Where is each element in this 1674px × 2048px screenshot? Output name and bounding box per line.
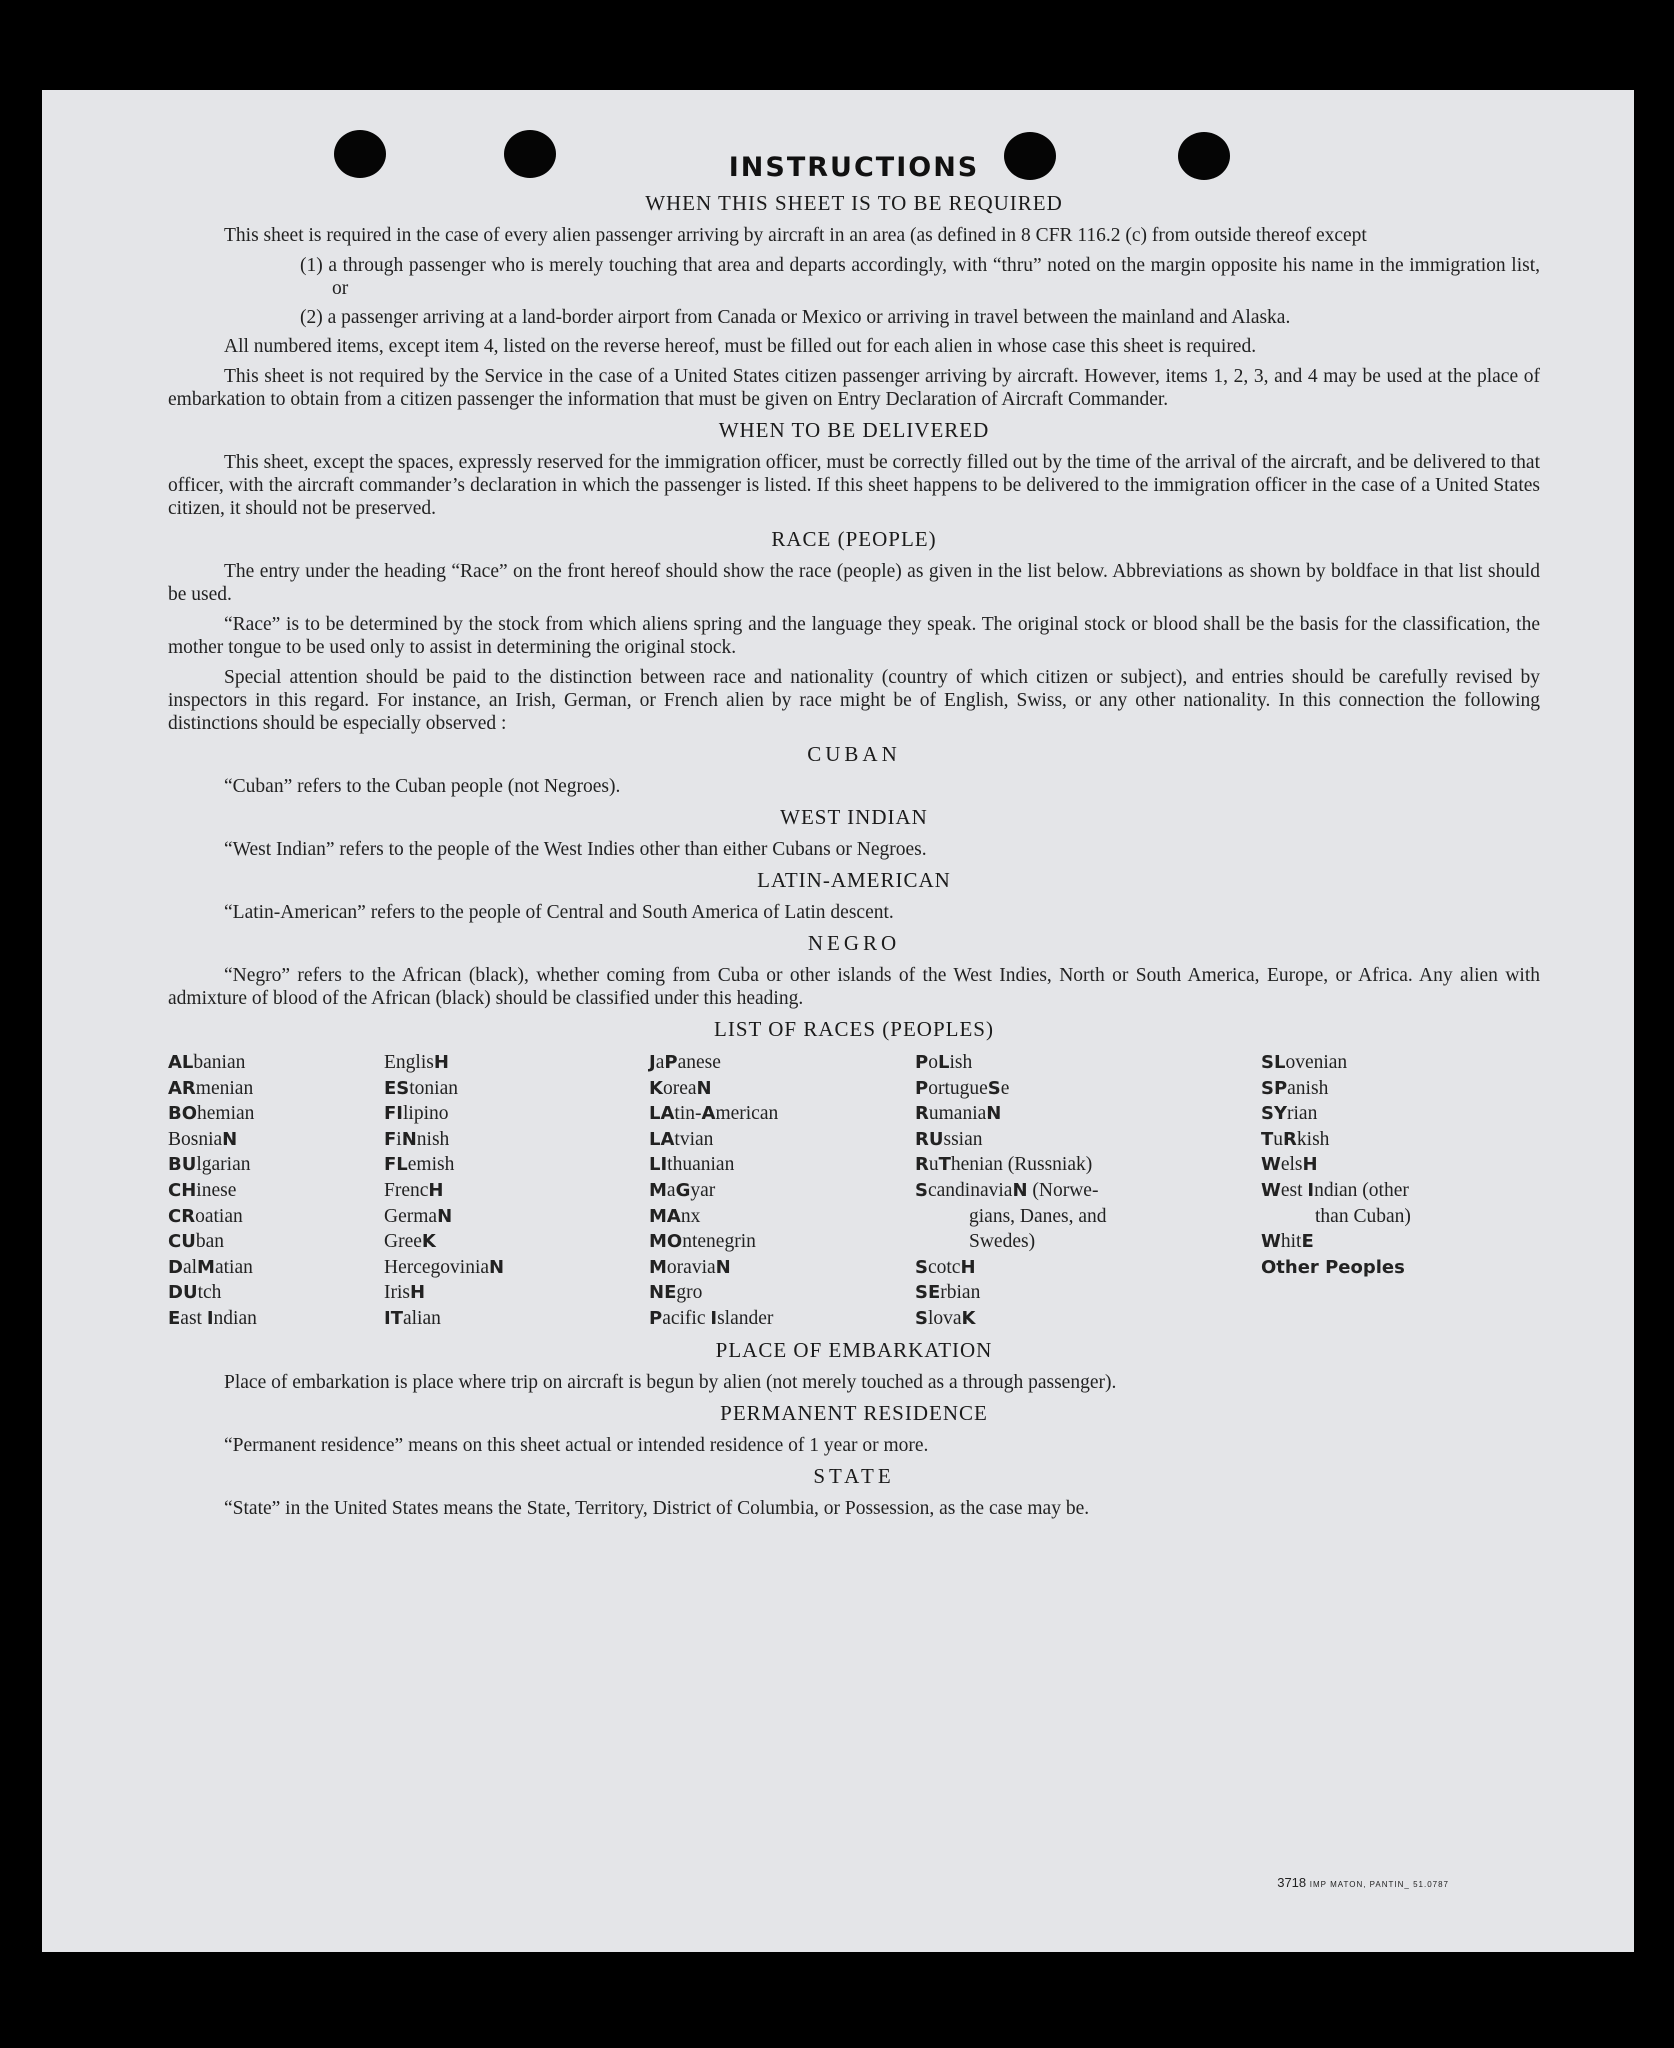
definition-west-indian: “West Indian” refers to the people of the West Indies other than either Cubans or Negroes. (224, 839, 927, 860)
race-abbrev: SL (1261, 1052, 1286, 1073)
race-entry (1261, 1127, 1521, 1153)
races-list (168, 1050, 1540, 1332)
form-number: 3718 (1277, 1875, 1307, 1890)
race-abbrev: RU (915, 1128, 944, 1150)
paragraph: The entry under the heading “Race” on the front hereof should show the race (people) as given in the list below. Abbreviations as shown by boldface in that list should be used. (168, 561, 1540, 605)
section-heading-delivered: WHEN TO BE DELIVERED (718, 418, 990, 442)
race-abbrev: IT (384, 1307, 403, 1329)
instruction-sheet (42, 90, 1634, 1952)
race-abbrev: SE (915, 1282, 941, 1304)
race-text: Germa (384, 1205, 438, 1227)
race-entry (915, 1101, 1261, 1127)
race-entry (1261, 1229, 1521, 1255)
race-abbrev: I (206, 1307, 214, 1329)
race-abbrev: N (489, 1256, 505, 1278)
race-abbrev: P (649, 1307, 663, 1329)
race-text: hemian (197, 1103, 255, 1125)
race-text: thuanian (667, 1154, 735, 1176)
race-text: tch (197, 1282, 222, 1304)
race-text: gians, Danes, and (969, 1205, 1107, 1227)
races-column (1261, 1050, 1521, 1332)
race-text: kish (1296, 1128, 1330, 1150)
race-text: atian (214, 1256, 253, 1278)
race-entry (168, 1152, 384, 1178)
race-abbrev: P (915, 1077, 929, 1099)
race-text: els (1280, 1154, 1303, 1176)
race-abbrev: G (675, 1179, 691, 1201)
race-abbrev: H (1302, 1154, 1318, 1176)
race-abbrev: N (696, 1077, 712, 1099)
exception-item: (1) a through passenger who is merely touching that area and departs accordingly, with “thru” noted on the margin opposite his name in the immigration list, or (300, 255, 1540, 299)
race-text: cotc (927, 1256, 961, 1278)
race-abbrev: LA (649, 1128, 675, 1150)
race-abbrev: BO (168, 1103, 198, 1125)
race-abbrev: W (1261, 1231, 1281, 1253)
race-text: anish (1287, 1077, 1329, 1099)
race-abbrev: R (1283, 1128, 1297, 1150)
race-abbrev: SY (1261, 1103, 1287, 1125)
race-text: ndian (213, 1307, 257, 1329)
race-abbrev: M (197, 1256, 215, 1278)
paragraph: This sheet is required in the case of every alien passenger arriving by aircraft in an area (as defined in 8 CFR 116.2 (c) from outside thereof except (224, 225, 1367, 246)
race-text: a (655, 1052, 665, 1073)
race-abbrev: P (664, 1052, 678, 1073)
race-entry (168, 1306, 384, 1332)
race-abbrev: ES (384, 1077, 410, 1099)
race-abbrev: N (1012, 1179, 1028, 1201)
race-abbrev: MO (649, 1231, 683, 1253)
race-text: tonian (409, 1077, 459, 1099)
race-entry (384, 1280, 649, 1306)
race-abbrev: Other Peoples (1261, 1256, 1405, 1278)
races-column (168, 1050, 384, 1332)
race-text: ovenian (1285, 1052, 1348, 1073)
race-entry (168, 1076, 384, 1102)
race-abbrev: FI (384, 1103, 403, 1125)
race-abbrev: CU (168, 1231, 196, 1253)
race-entry (915, 1306, 1261, 1332)
race-abbrev: FL (384, 1154, 408, 1176)
race-entry (649, 1280, 915, 1306)
race-entry (384, 1050, 649, 1076)
race-abbrev: H (410, 1282, 426, 1304)
race-entry (915, 1050, 1261, 1076)
section-heading-state: STATE (813, 1463, 895, 1488)
race-abbrev: N (715, 1256, 731, 1278)
race-text: Englis (384, 1052, 434, 1073)
section-heading-race: RACE (PEOPLE) (771, 527, 937, 551)
race-text: (Norwe- (1027, 1179, 1099, 1201)
paragraph: “Race” is to be determined by the stock from which aliens spring and the language they speak. The original stock or blood shall be the basis for the classification, the mother tongue to be used only to assist in determining the original stock. (168, 614, 1540, 658)
race-abbrev: N (437, 1205, 453, 1227)
race-entry (1261, 1101, 1521, 1127)
race-entry (384, 1255, 649, 1281)
race-text: est (1280, 1179, 1308, 1201)
paragraph: This sheet, except the spaces, expressly reserved for the immigration officer, must be correctly filled out by the time of the arrival of the aircraft, and be delivered to that officer, with the aircraft commander’s declaration in which the passenger is listed. If this sheet happens to be delivered to the immigration officer in the case of a United States citizen, it should not be preserved. (168, 452, 1540, 519)
race-text: emish (407, 1154, 455, 1176)
section-heading-cuban: CUBAN (807, 742, 901, 766)
race-entry (649, 1178, 915, 1204)
race-entry (384, 1229, 649, 1255)
page-title: INSTRUCTIONS (728, 152, 980, 183)
race-text: ish (949, 1052, 973, 1073)
race-text: ban (195, 1231, 224, 1253)
race-entry (915, 1204, 1261, 1230)
printer-imprint: IMP MATON, PANTIN_ 51.0787 (1309, 1880, 1449, 1889)
form-footer (1277, 1875, 1449, 1890)
race-abbrev: S (915, 1307, 928, 1329)
race-abbrev: M (649, 1179, 667, 1201)
race-text: orea (662, 1077, 697, 1099)
race-text: hit (1280, 1231, 1302, 1253)
race-entry (384, 1127, 649, 1153)
definition-state: “State” in the United States means the State, Territory, District of Columbia, or Possession, as the case may be. (224, 1497, 1090, 1519)
race-abbrev: AR (168, 1077, 196, 1099)
race-abbrev: R (915, 1103, 929, 1125)
section-heading-negro: NEGRO (807, 931, 901, 955)
section-heading-west-indian: WEST INDIAN (780, 805, 928, 829)
race-text: Bosnia (168, 1128, 223, 1150)
race-abbrev: DU (168, 1282, 198, 1304)
race-entry (649, 1204, 915, 1230)
race-entry (649, 1050, 915, 1076)
race-entry (168, 1280, 384, 1306)
race-text: merican (715, 1103, 779, 1125)
race-entry (915, 1152, 1261, 1178)
race-abbrev: P (915, 1052, 929, 1073)
race-entry (384, 1178, 649, 1204)
race-abbrev: K (421, 1231, 436, 1253)
definition-negro: “Negro” refers to the African (black), whether coming from Cuba or other islands of the West Indies, North or South America, Europe, or Africa. Any alien with admixture of blood of the African (black) should be classified under this heading. (168, 965, 1540, 1009)
race-entry (649, 1229, 915, 1255)
race-text: e (1000, 1077, 1010, 1099)
race-abbrev: A (701, 1103, 716, 1125)
race-text: oatian (195, 1205, 243, 1227)
race-entry (915, 1076, 1261, 1102)
race-entry (915, 1280, 1261, 1306)
section-heading-embarkation: PLACE OF EMBARKATION (715, 1337, 993, 1362)
race-abbrev: T (938, 1154, 951, 1176)
race-entry (168, 1204, 384, 1230)
paragraph: This sheet is not required by the Service in the case of a United States citizen passenger arriving by aircraft. However, items 1, 2, 3, and 4 may be used at the place of embarkation to obtain from a citizen passenger the information that must be given on Entry Declaration of Aircraft Commander. (168, 366, 1540, 410)
race-abbrev: H (428, 1179, 444, 1201)
sheet-content (168, 152, 1540, 1527)
race-abbrev: H (433, 1052, 449, 1073)
race-abbrev: S (915, 1256, 928, 1278)
race-entry (915, 1229, 1261, 1255)
race-text: al (182, 1256, 198, 1278)
race-abbrev: K (649, 1077, 663, 1099)
race-text: oravia (666, 1256, 716, 1278)
race-text: slander (717, 1307, 774, 1329)
section-heading-latin-american: LATIN-AMERICAN (757, 868, 951, 892)
race-abbrev: T (1261, 1128, 1274, 1150)
race-abbrev: L (937, 1052, 950, 1073)
race-abbrev: D (168, 1256, 183, 1278)
race-abbrev: MA (649, 1205, 681, 1227)
race-text: ortugue (928, 1077, 988, 1099)
definition-residence: “Permanent residence” means on this sheet actual or intended residence of 1 year or more. (224, 1434, 929, 1456)
race-abbrev: CR (168, 1205, 196, 1227)
race-text: alian (402, 1307, 441, 1329)
race-text: nish (416, 1128, 450, 1150)
race-text: ssian (943, 1128, 983, 1150)
race-abbrev: LA (649, 1103, 675, 1125)
race-abbrev: I (710, 1307, 718, 1329)
race-text: u (1273, 1128, 1284, 1150)
race-text: tvian (674, 1128, 714, 1150)
race-text: inese (196, 1179, 237, 1201)
race-entry (384, 1152, 649, 1178)
race-entry (915, 1178, 1261, 1204)
race-entry (649, 1306, 915, 1332)
race-entry (384, 1101, 649, 1127)
race-text: menian (195, 1077, 254, 1099)
race-entry (168, 1229, 384, 1255)
race-entry (649, 1152, 915, 1178)
race-abbrev: S (915, 1179, 928, 1201)
race-abbrev: N (222, 1128, 238, 1150)
race-abbrev: BU (168, 1154, 197, 1176)
race-text: ndian (other (1314, 1179, 1409, 1201)
race-entry (168, 1101, 384, 1127)
race-text: ast (180, 1307, 207, 1329)
race-text: i (396, 1128, 402, 1150)
race-abbrev: NE (649, 1282, 677, 1304)
race-abbrev: N (401, 1128, 417, 1150)
race-text: Frenc (384, 1179, 429, 1201)
section-heading-list-of-races: LIST OF RACES (PEOPLES) (714, 1017, 994, 1041)
race-text: than Cuban) (1315, 1205, 1411, 1227)
race-abbrev: SP (1261, 1077, 1288, 1099)
race-abbrev: H (960, 1256, 976, 1278)
race-abbrev: S (987, 1077, 1001, 1099)
exception-item: (2) a passenger arriving at a land-border airport from Canada or Mexico or arriving in travel between the mainland and Alaska. (300, 307, 1291, 328)
race-abbrev: I (1307, 1179, 1315, 1201)
race-text: candinavia (927, 1179, 1013, 1201)
race-text: Gree (384, 1231, 422, 1253)
paragraph: All numbered items, except item 4, listed on the reverse hereof, must be filled out for each alien in whose case this sheet is required. (224, 336, 1257, 357)
race-entry (384, 1306, 649, 1332)
race-text: Swedes) (969, 1231, 1036, 1253)
race-abbrev: R (915, 1154, 929, 1176)
race-entry (649, 1101, 915, 1127)
race-abbrev: AL (168, 1052, 194, 1073)
races-column (649, 1050, 915, 1332)
race-text: lova (927, 1307, 962, 1329)
definition-latin-american: “Latin-American” refers to the people of Central and South America of Latin descent. (224, 902, 894, 923)
race-text: umania (928, 1103, 987, 1125)
race-text: a (666, 1179, 676, 1201)
race-entry (915, 1255, 1261, 1281)
race-abbrev: LI (649, 1154, 668, 1176)
race-abbrev: J (649, 1052, 656, 1073)
section-heading-required: WHEN THIS SHEET IS TO BE REQUIRED (645, 191, 1063, 215)
race-entry (649, 1255, 915, 1281)
race-text: gro (676, 1282, 703, 1304)
paragraph: Special attention should be paid to the distinction between race and nationality (country of which citizen or subject), and entries should be carefully revised by inspectors in this regard. For instance, an Irish, German, or French alien by race might be of English, Swiss, or any other nationality. In this connection the following distinctions should be especially observed : (168, 667, 1540, 734)
race-entry (1261, 1076, 1521, 1102)
race-text: o (928, 1052, 938, 1073)
race-text: Iris (384, 1282, 410, 1304)
race-text: anese (677, 1052, 721, 1073)
race-text: henian (Russniak) (950, 1154, 1093, 1176)
races-column (384, 1050, 649, 1332)
race-entry (649, 1127, 915, 1153)
race-entry (1261, 1204, 1521, 1230)
race-text: ntenegrin (682, 1231, 756, 1253)
race-entry (168, 1050, 384, 1076)
race-abbrev: W (1261, 1154, 1281, 1176)
race-entry (649, 1076, 915, 1102)
race-text: rbian (940, 1282, 981, 1304)
definition-embarkation: Place of embarkation is place where trip on aircraft is begun by alien (not merely touched as a through passenger). (224, 1371, 1117, 1393)
race-entry (384, 1076, 649, 1102)
section-heading-residence: PERMANENT RESIDENCE (720, 1400, 988, 1425)
race-text: acific (662, 1307, 711, 1329)
race-abbrev: M (649, 1256, 667, 1278)
race-abbrev: E (1301, 1231, 1314, 1253)
race-entry (1261, 1255, 1521, 1281)
race-abbrev: K (961, 1307, 976, 1329)
race-entry (1261, 1152, 1521, 1178)
race-text: yar (690, 1179, 716, 1201)
race-entry (915, 1127, 1261, 1153)
race-entry (168, 1255, 384, 1281)
race-text: rian (1287, 1103, 1318, 1125)
race-entry (1261, 1178, 1521, 1204)
races-column (915, 1050, 1261, 1332)
race-text: u (928, 1154, 939, 1176)
race-text: lgarian (196, 1154, 251, 1176)
race-entry (168, 1178, 384, 1204)
race-text: nx (680, 1205, 701, 1227)
race-abbrev: W (1261, 1179, 1281, 1201)
race-text: banian (193, 1052, 246, 1073)
race-abbrev: CH (168, 1179, 197, 1201)
race-entry (384, 1204, 649, 1230)
race-text: Hercegovinia (384, 1256, 490, 1278)
race-abbrev: E (168, 1307, 181, 1329)
race-entry (1261, 1050, 1521, 1076)
race-abbrev: N (986, 1103, 1002, 1125)
race-abbrev: F (384, 1128, 397, 1150)
definition-cuban: “Cuban” refers to the Cuban people (not Negroes). (224, 776, 621, 797)
race-text: lipino (403, 1103, 449, 1125)
race-entry (168, 1127, 384, 1153)
race-text: tin- (674, 1103, 702, 1125)
